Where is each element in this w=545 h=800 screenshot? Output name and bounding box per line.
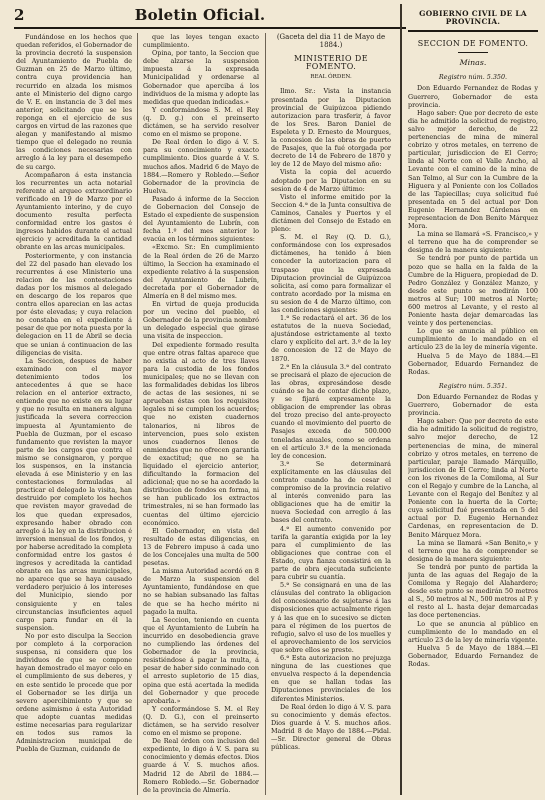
ministry-title: MINISTERIO DE FOMENTO. — [294, 54, 368, 72]
minas-heading: Minas. — [459, 58, 487, 68]
article-paragraph: De Real órden lo digo á V. S. para su conocimiento y demás efectos. Dios guarde á V. S. muchos años. Madrid 8 de Mayo de 1884.—Pidal.—Sr. Director general de Obras públicas. — [271, 702, 391, 752]
article-paragraph: que las leyes tengan exacto cumplimiento. — [143, 33, 259, 50]
article-paragraph: Del expediente formado resulta que entre otras faltas aparece que no existia al acto de tres llaves para la custodia de los fondos municipales; que no se llevan con las formalidades debidas los libros de actas de las sesiones, ni se aprueban éstas con los requisitos legales ni se cumplen los acuerdos; que no existen cuadernos talonarios, ni libros de intervencion, pues solo existen unos cuadernos llenos de enmiendas que no ofrecen garantía de exactitud; que no se ha liquidado el ejercicio anterior, dificultando la formacion del adicional; que no se ha acordado la distribucion de fondos en forma, ni se han publicado los extractos trimestrales, ni se han formado las cuentas del último ejercicio económico. — [143, 340, 259, 527]
article-paragraph: La mina se llamará «S. Francisco,» y el terreno que ha de comprender se designa de la manera siguiente: — [408, 230, 538, 255]
column-3 — [271, 33, 391, 795]
article-paragraph: 5.ª Se consignará en una de las cláusulas del contrato la obligacion del concesionario de sujetarse á las disposiciones que actualmente rigen y á las que en lo sucesivo se dicten para el régimen de los puertos de refugio, salvo el uso de los muelles y el aprovechamiento de los servicios que sobre ellos se preste. — [271, 581, 391, 654]
registro-heading: Registro núm. 5.350. — [438, 73, 508, 82]
column-1 — [16, 33, 132, 795]
column-2 — [143, 33, 259, 795]
header-rule — [14, 27, 406, 29]
page-number: 2 — [14, 6, 25, 24]
article-paragraph: 2.ª En la cláusula 3.ª del contrato se precisará el plazo de ejecucion de las obras, expresándose desde cuándo se ha de contar dicho plazo, y se fijará expresamente la obligacion de emprender las obras del trozo preciso del ante-proyecto cuando el movimiento del puerto de Pasajes exceda de 500.000 toneladas anuales, como se ordena en el artículo 3.º de la mencionada ley de concesion. — [271, 362, 391, 460]
article-paragraph: El Gobernador, en vista del resultado de estas diligencias, en 13 de Febrero impuso á cada uno de los Concejales una multa de 500 pesetas. — [143, 526, 259, 568]
masthead-title: Boletin Oficial. — [134, 6, 266, 24]
article-paragraph: La misma Autoridad acordó en 8 de Marzo la suspension del Ayuntamiento, fundándose en que no se habian subsanado las faltas de que se ha hecho mérito ni pagado la multa. — [143, 567, 259, 616]
gobierno-civil-title: GOBIERNO CIVIL DE LA PROVINCIA. — [419, 10, 527, 27]
short-rule — [458, 52, 488, 53]
column-divider — [137, 33, 138, 795]
column-divider — [265, 33, 266, 795]
article-paragraph: Huelva 5 de Mayo de 1884.—El Gobernador, Eduardo Fernandez de Rodas. — [408, 643, 538, 669]
article-paragraph: Ilmo. Sr.: Vista la instancia presentada por la Diputacion provincial de Guipúzcoa pidiendo autorizacion para trasferir, á favor de los Sres. Baron Daniel de Espeleta y D. Ernesto de Mourgues, la concesion de las obras de puerto de Pasajes, que la fué otorgada por decreto de 14 de Febrero de 1870 y ley de 12 de Mayo del mismo año: — [271, 87, 391, 169]
article-paragraph: Y conformándose S. M. el Rey (q. D. g.) con el preinserto dictámen, se ha servido resolver como en el mismo se propone. — [143, 105, 259, 139]
seccion-fomento-title: SECCION DE FOMENTO. — [417, 39, 529, 49]
article-paragraph: Se tendrá por punto de partida un pozo que se halla en la falda de la Cumbre de la Higuera, propiedad de D. Pedro González y González Manzo, y desde este punto se medirán 100 metros al Sur; 100 metros al Norte; 600 metros al Levante, y el resto al Poniente hasta dejar demarcadas las veinte y dos pertenencias. — [408, 254, 538, 328]
article-paragraph: Hago saber: Que por decreto de este dia he admitido la solicitud de registro, salvo mejor derecho, de 12 pertenencias de mina, de mineral cobrizo y otros metales, en terreno de particular, paraje llamado Márquillo, jurisdiccion de El Cerro; linda al Norte con los rivones de la Comiloma, al Sur con el Regajo y cumbre de la Lancha, al Levante con el Regajo del Benítez y al Poniente con la huerta de la Corte; cuya solicitud fué presentada en 5 del actual por D. Eugenio Hernandez Cardenas, en representacion de D. Benito Márquez Mora. — [408, 417, 538, 539]
article-paragraph: La Seccion, teniendo en cuenta que el Ayuntamiento de Lubrín ha incurrido en desobediencia grave no cumpliendo las órdenes del Gobernador de la provincia, resistiéndose á pagar la multa, á pesar de haber sido conminado con el arresto supletorio de 15 dias, opina que está acertada la medida del Gobernador y que procede aprobarla.» — [143, 615, 259, 705]
real-orden-subtitle: REAL ÓRDEN. — [310, 74, 352, 81]
article-paragraph: Posteriormente, y con instancia del 22 del pasado han elevado los recurrentes á ese Ministerio una relacion de las contestaciones dadas por los mismos al delegado en descargo de los reparos que contra ellos aparecian en las actas por éste elevadas; y cuya relacion no constaba en el expediente á pesar de que por nota puesta por la delegacion en 11 de Abril se decia que se unian á continuacion de las diligencias de visita. — [16, 251, 132, 357]
section-rule — [408, 30, 538, 32]
registro-heading: Registro núm. 5.351. — [438, 381, 508, 390]
article-paragraph: En virtud de queja producida por un vecino del pueblo, el Gobernador de la provincia nombró un delegado especial que girase una visita de inspeccion. — [143, 300, 259, 341]
article-paragraph: Se tendrá por punto de partida la junta de las aguas del Regajo de la Comiloma y Regajo del Alahardero; desde este punto se medirán 50 metros al S., 50 metros al N., 500 metros al P. y el resto al L. hasta dejar demarcadas las doce pertenencias. — [408, 562, 538, 620]
article-paragraph: Lo que se anuncia al público en cumplimiento de lo mandado en el artículo 23 de la ley de minería vigente. — [408, 619, 538, 644]
article-paragraph: De Real órden con inclusion del expediente, lo digo á V. S. para su conocimiento y demás efectos. Dios guarde á V. S. muchos años. Madrid 12 de Abril de 1884.—Romero Robledo.—Sr. Gobernador de la provincia de Almería. — [143, 737, 259, 794]
article-paragraph: De Real órden lo digo á V. S. para su conocimiento y exacto cumplimiento. Dios guarde á V. S. muchos años. Madrid 6 de Mayo de 1884.—Romero y Robledo.—Señor Gobernador de la provincia de Huelva. — [143, 138, 259, 195]
article-paragraph: Don Eduardo Fernandez de Rodas y Guerrero, Gobernador de esta provincia. — [408, 392, 538, 418]
article-paragraph: «Excmo. Sr.: En cumplimiento de la Real órden de 26 de Marzo último, la Seccion ha examinado el expediente relativo á la suspension del Ayuntamiento de Lubrín, decretada por el Gobernador de Almería en 8 del mismo mes. — [143, 243, 259, 300]
column-4 — [408, 10, 538, 795]
article-paragraph: Hago saber: Que por decreto de este dia he admitido la solicitud de registro, salvo mejor derecho, de 22 pertenencias de mina de mineral cobrizo y otros metales, en terreno de particular, jurisdiccion de El Cerro; linda al Norte con el Valle Ancho, al Levante con el camino de la mina de San Telmo, al Sur con la Cumbre de la Higuera y al Poniente con los Collados de las Tapiecillas; cuya solicitud fué presentada en 5 del actual por Don Eugenio Hernandez Cárdenas en representacion de Don Benito Márquez Mora. — [408, 108, 538, 231]
article-paragraph: 6.ª Esta autorizacion no prejuzga ninguna de las cuestiones que envuelva respecto á la dependencia en que se hallan todas las Diputaciones provinciales de los diferentes Ministerios. — [271, 654, 391, 703]
article-paragraph: La Seccion, despues de haber examinado con el mayor detenimiento todos los antecedentes á que se hace relacion en el anterior extracto, entiende que no existe en su lugar y que no resulta en manera alguna justificada la severa correccion impuesta al Ayuntamiento de Puebla de Guzman, por el escaso fundamento que revisten la mayor parte de los cargos que contra el mismo se consignaron, y porque los suspensos, en la instancia elevada á ese Ministerio y en las contestaciones formuladas al practicar el delegado la visita, han destruido por completo los hechos que revisten mayor gravedad de los que quedan expresados, expresando haber obrado con arreglo á la ley en la distribucion é inversion mensual de los fondos, y por haberse acreditado la completa conformidad entre los gastos é ingresos y acreditada la cantidad obrante en las arcas municipales, no aparece que se haya causado verdadero perjuicio á los intereses del Municipio, siendo por consiguiente y en tales circunstancias insuficientes aquel cargo para fundar en él la suspension. — [16, 356, 132, 632]
article-paragraph: 4.ª El aumento convenido por tarifa la garantía exigida por la ley para el cumplimiento de las obligaciones que contrae con el Estado, cuya fianza consistirá en la parte de obra ejecutada suficiente para cubrir su cuantía. — [271, 524, 391, 582]
article-paragraph: Huelva 5 de Mayo de 1884.—El Gobernador, Eduardo Fernandez de Rodas. — [408, 351, 538, 376]
article-paragraph: 1.ª Se redactará el art. 36 de los estatutos de la nueva Sociedad, ajustándose estrictamente al texto claro y explícito del art. 3.º de la ley de concesion de 12 de Mayo de 1870. — [271, 314, 391, 363]
article-paragraph: Don Eduardo Fernandez de Rodas y Guerrero, Gobernador de esta provincia. — [408, 84, 538, 109]
article-paragraph: Visto el informe emitido por la Seccion 4.ª de la Junta consultiva de Caminos, Canales y Puertos y el dictámen del Consejo de Estado en pleno: — [271, 192, 391, 234]
article-paragraph: Y conformándose S. M. el Rey (Q. D. G.), con el preinserto dictámen, se ha servido resolver como en el mismo se propone. — [143, 704, 259, 738]
article-paragraph: Acompañaron á esta instancia los recurrentes un acta notarial referente al arqueo extraordinario verificado en 19 de Marzo por el Ayuntamiento interino, y de cuyo documento resulta perfecta conformidad entre los gastos é ingresos habidos durante el actual ejercicio y acreditada la cantidad obrante en las arcas municipales. — [16, 170, 132, 252]
column-divider-heavy — [400, 4, 402, 795]
article-paragraph: Opina, por tanto, la Seccion que debe alzarse la suspension impuesta á la expresada Municipalidad y ordenarse al Gobernador que aperciba á los individuos de la misma y adopte las medidas que quedan indicadas.» — [143, 49, 259, 106]
article-paragraph: Lo que se anuncia al público en cumplimiento de lo mandado en el artículo 23 de la ley de minería vigente. — [408, 327, 538, 352]
article-paragraph: 3.ª Se determinará explícitamente en las cláusulas del contrato cuando ha de cesar el compromiso de la provincia relativo al interés convenido para las obligaciones que ha de emitir la nueva Sociedad con arreglo á las bases del contrato. — [271, 459, 391, 525]
gaceta-date-line: (Gaceta del dia 11 de Mayo de 1884.) — [276, 33, 386, 50]
article-paragraph: S. M. el Rey (Q. D. G.), conformándose con los expresados dictámenes, ha tenido á bien conceder la autorizacion para el traspaso que la expresada Diputacion provincial de Guipúzcoa solicita, así como para formalizar el contrato acordado por la misma en su sesion de 4 de Marzo último, con las condiciones siguientes: — [271, 233, 391, 314]
article-paragraph: No por esto disculpa la Seccion por completo á la corporacion suspensa, ni considera que los individuos de que se compone hayan demostrado el mayor celo en el cumplimiento de sus deberes, y en este sentido le procede que por el Gobernador se les dirija un severo apercibimiento y que se ordene asimismo á esta Autoridad que adopte cuantas medidas estime necesarias para regularizar en todos sus ramos la Administracion municipal de Puebla de Guzman, cuidando de — [16, 631, 132, 754]
article-paragraph: Vista la copia del acuerdo adoptado por la Diputacion en su sesion de 4 de Marzo último: — [271, 168, 391, 193]
article-paragraph: Pasado á informe de la Seccion de Gobernacion del Consejo de Estado el expediente de suspension del Ayuntamiento de Lubrín, con fecha 1.º del mes anterior lo evacúa en los términos siguientes: — [143, 194, 259, 244]
article-paragraph: Fundándose en los hechos que quedan referidos, el Gobernador de la provincia decretó la suspension del Ayuntamiento de Puebla de Guzman en 25 de Marzo último, contra cuya providencia han recurrido en alzada los mismos ante el Ministerio del digno cargo de V. E. en instancia de 3 del mes anterior, solicitando que se les reponga en el ejercicio de sus cargos en virtud de las razones que alegan y manifestando al mismo tiempo que el delegado no reunia las condiciones necesarias con arreglo á la ley para el desempeño de su cargo. — [16, 33, 132, 171]
article-paragraph: La mina se llamará «San Benito,» y el terreno que ha de comprender se designa de la manera siguiente: — [408, 538, 538, 563]
